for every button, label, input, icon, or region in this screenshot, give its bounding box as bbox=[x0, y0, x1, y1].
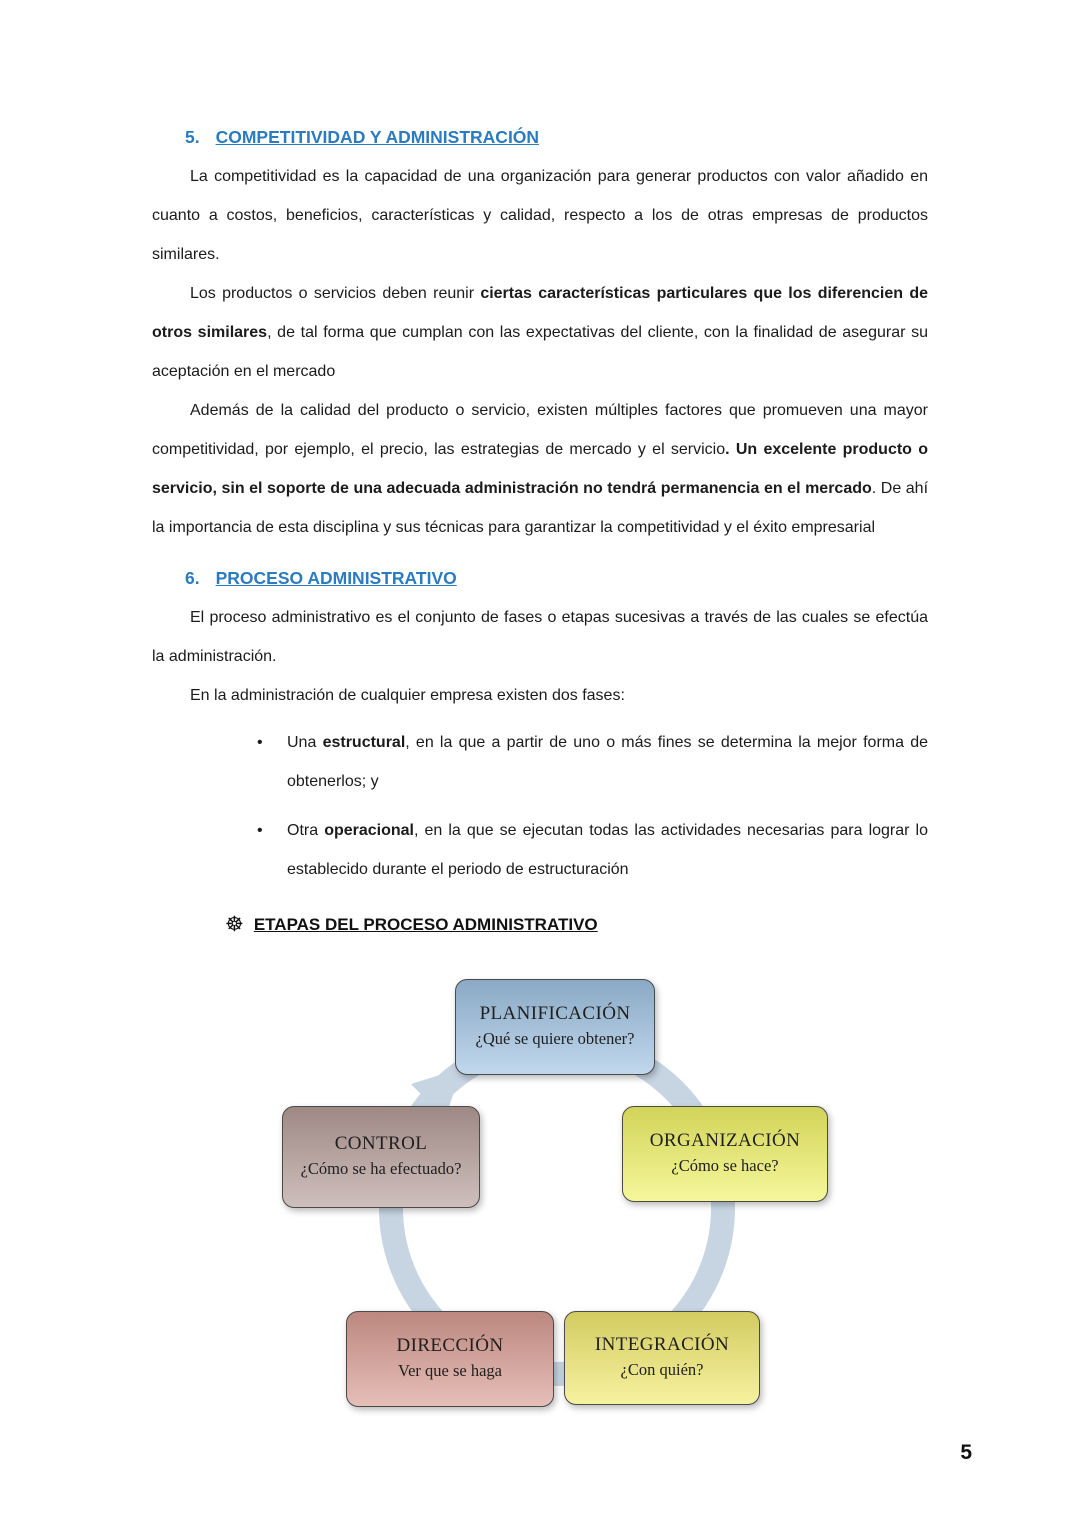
text-segment-bold: . Un excelente producto o servicio, sin el soporte de una adecuada administración no tendrá permanencia en el mercado bbox=[152, 441, 928, 497]
paragraph-competitividad-1 bbox=[152, 157, 928, 274]
text-segment: Además de la calidad del producto o servicio, existen múltiples factores que promueven una mayor competitividad, por ejemplo, el precio, las estrategias de mercado y el servicio bbox=[152, 402, 928, 458]
node-subtitle: Ver que se haga bbox=[398, 1361, 502, 1381]
bullet-marker: • bbox=[257, 734, 263, 751]
paragraph-proceso-1 bbox=[152, 598, 928, 676]
node-title: DIRECCIÓN bbox=[396, 1335, 504, 1357]
text-segment: Otra bbox=[287, 822, 325, 839]
text-segment: . De ahí la importancia de esta disciplina y sus técnicas para garantizar la competitividad y el éxito empresarial bbox=[152, 480, 929, 536]
node-subtitle: ¿Cómo se ha efectuado? bbox=[300, 1159, 462, 1179]
bullet-item-estructural bbox=[257, 723, 928, 801]
node-subtitle: ¿Qué se quiere obtener? bbox=[475, 1029, 635, 1049]
page-number: 5 bbox=[960, 1441, 972, 1464]
node-title: CONTROL bbox=[334, 1133, 428, 1155]
paragraph-competitividad-3 bbox=[152, 391, 928, 547]
bullet-item-operacional bbox=[257, 811, 928, 889]
section-6-title: PROCESO ADMINISTRATIVO bbox=[215, 568, 457, 588]
diagram-node-control bbox=[282, 1106, 480, 1208]
text-segment-bold: estructural bbox=[322, 734, 406, 751]
paragraph-proceso-2 bbox=[152, 676, 928, 715]
text-segment: , en la que se ejecutan todas las actividades necesarias para lograr lo establecido durante el periodo de estructuración bbox=[287, 822, 928, 878]
etapas-subheading-title: ETAPAS DEL PROCESO ADMINISTRATIVO bbox=[253, 915, 598, 934]
section-6-heading bbox=[185, 559, 928, 598]
text-segment: Una bbox=[287, 734, 323, 751]
section-5-number: 5. bbox=[185, 127, 200, 147]
section-5-heading bbox=[185, 118, 928, 157]
etapas-subheading bbox=[225, 905, 928, 945]
text-segment-bold: ciertas características particulares que los diferencien de otros similares bbox=[152, 285, 929, 341]
text-segment-bold: operacional bbox=[324, 822, 414, 839]
phase-bullet-list bbox=[257, 723, 928, 889]
node-title: ORGANIZACIÓN bbox=[649, 1130, 801, 1152]
trefoil-icon: ☸ bbox=[225, 913, 244, 936]
text-segment: Los productos o servicios deben reunir bbox=[190, 285, 481, 302]
node-subtitle: ¿Cómo se hace? bbox=[671, 1156, 779, 1176]
text-segment: El proceso administrativo es el conjunto de fases o etapas sucesivas a través de las cuales se efectúa la administración. bbox=[152, 609, 928, 665]
process-cycle-diagram bbox=[270, 971, 830, 1426]
text-segment: , en la que a partir de uno o más fines se determina la mejor forma de obtenerlos; y bbox=[287, 734, 928, 790]
text-segment: En la administración de cualquier empresa existen dos fases: bbox=[190, 687, 625, 704]
diagram-node-direccion bbox=[346, 1311, 554, 1407]
page-content bbox=[152, 118, 928, 1426]
diagram-node-planificacion bbox=[455, 979, 655, 1075]
node-subtitle: ¿Con quién? bbox=[620, 1360, 704, 1380]
paragraph-competitividad-2 bbox=[152, 274, 928, 391]
diagram-node-organizacion bbox=[622, 1106, 828, 1202]
text-segment: La competitividad es la capacidad de una organización para generar productos con valor añadido en cuanto a costos, beneficios, características y calidad, respecto a los de otras empresas de productos similares. bbox=[152, 168, 928, 263]
node-title: PLANIFICACIÓN bbox=[479, 1003, 631, 1025]
section-6-number: 6. bbox=[185, 568, 200, 588]
bullet-marker: • bbox=[257, 822, 263, 839]
node-title: INTEGRACIÓN bbox=[594, 1334, 730, 1356]
diagram-node-integracion bbox=[564, 1311, 760, 1405]
text-segment: , de tal forma que cumplan con las expectativas del cliente, con la finalidad de asegurar su aceptación en el mercado bbox=[152, 324, 929, 380]
section-5-title: COMPETITIVIDAD Y ADMINISTRACIÓN bbox=[215, 127, 540, 147]
